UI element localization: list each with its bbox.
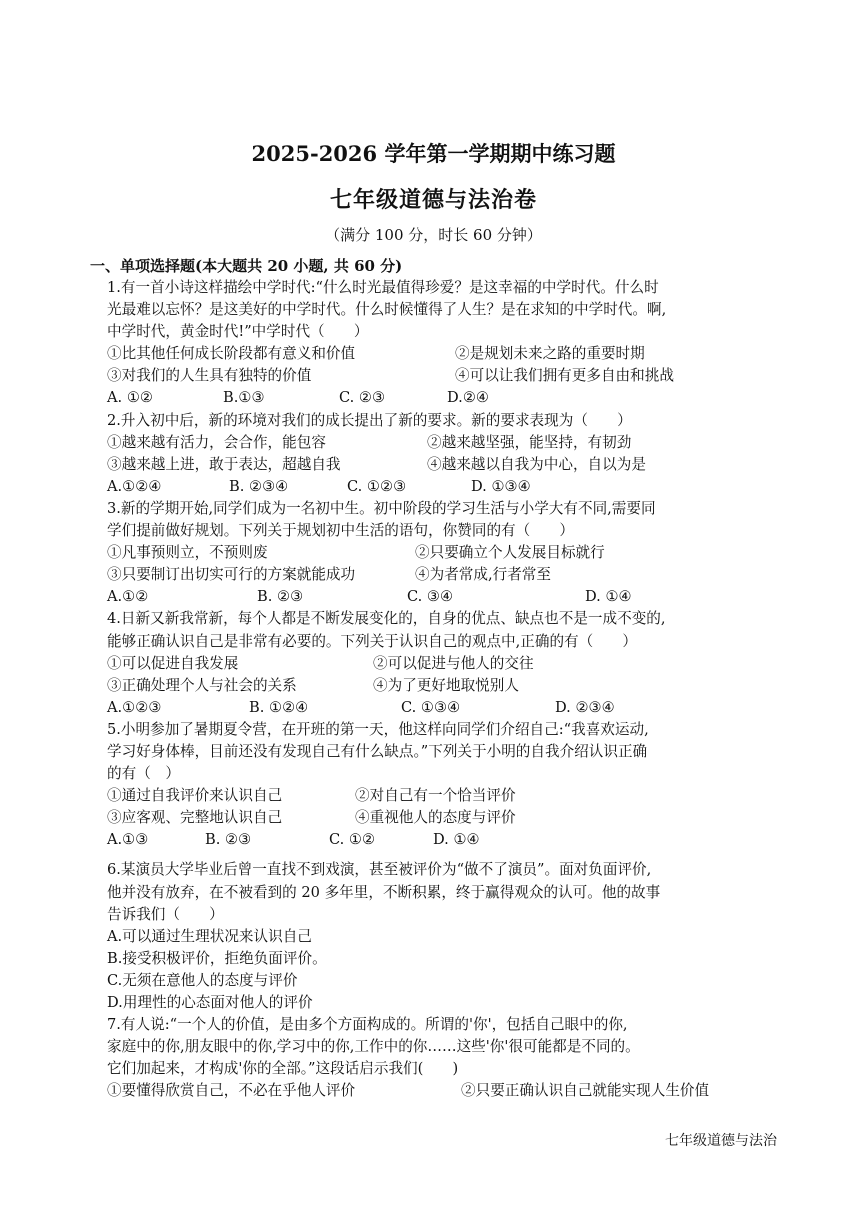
statement: ③对我们的人生具有独特的价值: [107, 367, 312, 385]
statement: ③应客观、完整地认识自己: [107, 809, 283, 827]
question-stem-line: 光最难以忘怀？是这美好的中学时代。什么时候懂得了人生？是在求知的中学时代。啊,: [107, 301, 667, 319]
option-d: D. ②③④: [555, 698, 615, 716]
statement: ②对自己有一个恰当评价: [355, 787, 516, 805]
option-c: C. ③④: [407, 588, 454, 606]
statement: ④为了更好地取悦别人: [373, 676, 519, 694]
question-2: [107, 410, 767, 498]
statement: ④可以让我们拥有更多自由和挑战: [455, 367, 674, 385]
option-b: B. ②③: [257, 588, 304, 606]
option-b: B. ①②④: [249, 698, 309, 716]
option-c: C. ①②: [329, 831, 376, 849]
question-stem-line: 2.升入初中后，新的环境对我们的成长提出了新的要求。新的要求表现为（ ）: [107, 411, 632, 429]
question-stem-line: 7.有人说:“一个人的价值，是由多个方面构成的。所谓的'你'，包括自己眼中的你,: [107, 1016, 628, 1034]
statement: ④越来越以自我为中心，自以为是: [427, 455, 646, 473]
statement: ④重视他人的态度与评价: [355, 809, 516, 827]
option-a: A.①②④: [107, 477, 162, 495]
question-stem-line: 6.某演员大学毕业后曾一直找不到戏演，甚至被评价为“做不了演员”。面对负面评价,: [107, 861, 652, 879]
question-7: [107, 1014, 767, 1102]
statement: ①比其他任何成长阶段都有意义和价值: [107, 345, 356, 363]
question-1: [107, 277, 767, 410]
option-b: B. ②③: [205, 831, 252, 849]
choice-d: D.用理性的心态面对他人的评价: [107, 994, 313, 1011]
question-stem-line: 5.小明参加了暑期夏令营，在开班的第一天，他这样向同学们介绍自己:“我喜欢运动,: [107, 720, 649, 738]
option-d: D.②④: [447, 389, 489, 407]
statement: ②只要正确认识自己就能实现人生价值: [461, 1082, 710, 1100]
question-stem-line: 3.新的学期开始,同学们成为一名初中生。初中阶段的学习生活与小学大有不同,需要同: [107, 499, 656, 517]
statement: ③越来越上进，敢于表达，超越自我: [107, 455, 341, 473]
option-b: B. ②③④: [229, 477, 289, 495]
option-d: D. ①③④: [471, 477, 531, 495]
question-list: [107, 277, 767, 1102]
statement: ①要懂得欣赏自己，不必在乎他人评价: [107, 1082, 356, 1100]
choice-b: B.接受积极评价，拒绝负面评价。: [107, 949, 327, 967]
statement: ②可以促进与他人的交往: [373, 654, 534, 672]
statement: ①凡事预则立，不预则废: [107, 544, 268, 562]
choice-a: A.可以通过生理状况来认识自己: [107, 927, 312, 945]
question-stem-line: 家庭中的你,朋友眼中的你,学习中的你,工作中的你……这些'你'很可能都是不同的。: [107, 1038, 640, 1056]
option-c: C. ②③: [339, 389, 386, 407]
option-a: A.①③: [107, 831, 149, 849]
question-stem-line: 学们提前做好规划。下列关于规划初中生活的语句，你赞同的有（ ）: [107, 522, 575, 540]
question-stem-line: 学习好身体棒，目前还没有发现自己有什么缺点。”下列关于小明的自我介绍认识正确: [107, 742, 648, 760]
option-c: C. ①③④: [401, 698, 461, 716]
option-a: A. ①②: [107, 389, 153, 407]
statement: ③只要制订出切实可行的方案就能成功: [107, 566, 356, 584]
page-footer: 七年级道德与法治: [665, 1133, 777, 1149]
statement: ④为者常成,行者常至: [415, 566, 551, 584]
option-b: B.①③: [223, 389, 265, 407]
question-5: [107, 719, 767, 852]
statement: ①通过自我评价来认识自己: [107, 787, 283, 805]
exam-subtitle: 七年级道德与法治卷: [329, 187, 537, 213]
option-c: C. ①②③: [347, 477, 407, 495]
statement: ②是规划未来之路的重要时期: [455, 345, 645, 363]
question-6: [107, 859, 767, 1014]
statement: ①越来越有活力，会合作，能包容: [107, 433, 326, 451]
option-a: A.①②③: [107, 698, 162, 716]
exam-title: 2025-2026 学年第一学期期中练习题: [251, 141, 616, 166]
section-heading: 一、单项选择题(本大题共 20 小题, 共 60 分): [90, 257, 403, 275]
option-d: D. ①④: [433, 831, 480, 849]
question-stem-line: 1.有一首小诗这样描绘中学时代:“什么时光最值得珍爱？是这幸福的中学时代。什么时: [107, 279, 659, 296]
question-stem-line: 告诉我们（ ）: [107, 905, 224, 923]
question-stem-line: 的有（ ）: [107, 765, 180, 783]
statement: ②只要确立个人发展目标就行: [415, 544, 605, 562]
statement: ③正确处理个人与社会的关系: [107, 676, 297, 694]
question-3: [107, 498, 767, 608]
statement: ①可以促进自我发展: [107, 654, 239, 672]
exam-meta: （满分 100 分，时长 60 分钟）: [325, 226, 542, 244]
question-stem-line: 他并没有放弃，在不被看到的 20 多年里，不断积累，终于赢得观众的认可。他的故事: [107, 883, 661, 901]
statement: ②越来越坚强，能坚持，有韧劲: [427, 433, 632, 451]
option-a: A.①②: [107, 588, 149, 606]
question-stem-line: 4.日新又新我常新，每个人都是不断发展变化的，自身的优点、缺点也不是一成不变的,: [107, 610, 666, 628]
question-stem-line: 它们加起来，才构成'你的全部。”这段话启示我们( ): [107, 1060, 459, 1078]
choice-c: C.无须在意他人的态度与评价: [107, 971, 298, 989]
question-stem-line: 能够正确认识自己是非常有必要的。下列关于认识自己的观点中,正确的有（ ）: [107, 632, 638, 650]
option-d: D. ①④: [585, 588, 632, 606]
question-4: [107, 608, 767, 718]
question-stem-line: 中学时代，黄金时代!”中学时代（ ）: [107, 323, 369, 341]
